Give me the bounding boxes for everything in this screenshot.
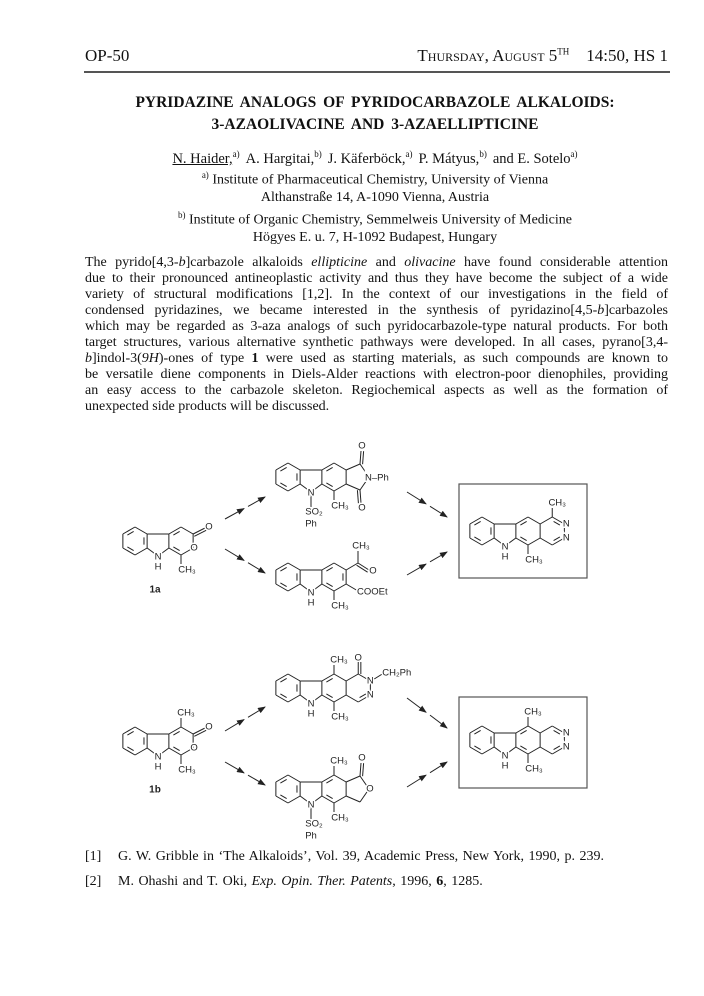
bond: [276, 463, 288, 470]
bond: [334, 484, 346, 491]
bond: [363, 451, 364, 464]
bond: [334, 563, 346, 570]
reaction-arrow: [430, 715, 447, 728]
bond: [482, 538, 494, 545]
session-code: OP-50: [85, 46, 130, 65]
bond: [520, 746, 526, 750]
atom-label: N: [562, 727, 570, 739]
reference-text: [118, 849, 604, 865]
author-name: and E. Sotelo: [492, 150, 571, 167]
text-run: )-ones of type: [158, 351, 252, 366]
bond: [276, 484, 288, 491]
bond: [516, 747, 528, 754]
author-affiliation-mark: a): [570, 149, 578, 159]
bond: [280, 583, 286, 587]
bond: [334, 674, 346, 681]
reference-item: [85, 849, 685, 874]
compound-label: 1b: [149, 784, 161, 796]
atom-label: N: [562, 518, 570, 530]
bond: [346, 674, 358, 681]
bond: [474, 746, 480, 750]
text-run: and: [367, 255, 405, 270]
reaction-arrow: [225, 549, 244, 560]
atom-label: O: [354, 652, 362, 664]
bond: [540, 747, 552, 754]
reaction-arrow: [407, 492, 426, 504]
bond: [322, 775, 334, 782]
bond: [554, 730, 560, 734]
bond: [334, 796, 346, 803]
bond: [334, 463, 346, 470]
bond: [360, 694, 366, 698]
atom-label: N: [366, 675, 374, 687]
reaction-arrow: [430, 762, 447, 773]
atom-label: H: [307, 708, 315, 720]
bond: [135, 727, 147, 734]
atom-label: CH₃: [331, 812, 349, 824]
bond: [516, 517, 528, 524]
bond: [540, 517, 552, 524]
bond: [123, 748, 135, 755]
bond: [363, 763, 364, 776]
bond: [193, 528, 205, 534]
bond: [169, 748, 181, 755]
bond: [322, 584, 334, 591]
atom-label: H: [154, 561, 162, 573]
bond: [326, 779, 332, 783]
bond: [123, 527, 135, 534]
author-name: A. Hargitai,: [245, 150, 315, 167]
bond: [322, 463, 334, 470]
text-run: be versatile diene components in Diels-Alder reactions with electron-poor dienophiles, providing: [85, 367, 668, 382]
atom-label: CH₃: [331, 500, 349, 512]
bond: [470, 747, 482, 754]
atom-label: N: [562, 741, 570, 753]
bond: [322, 695, 334, 702]
reaction-arrow: [225, 762, 244, 773]
bond: [288, 463, 300, 470]
text-run: , 1996,: [392, 874, 437, 889]
bond: [326, 694, 332, 698]
italic-text: 9H: [141, 351, 159, 366]
bond: [554, 746, 560, 750]
bond: [346, 563, 358, 570]
bond: [276, 796, 288, 803]
bond: [554, 521, 560, 525]
bond: [322, 484, 334, 491]
bond: [326, 467, 332, 471]
bond: [482, 726, 494, 733]
reaction-arrow: [225, 720, 244, 731]
reaction-arrow: [430, 506, 447, 517]
atom-label: CH₃: [548, 497, 567, 509]
atom-label: CH₃: [524, 706, 542, 718]
author-name: N. Haider,: [172, 150, 233, 167]
atom-label: CH₃: [177, 707, 195, 719]
atom-label: O: [190, 542, 198, 554]
bond: [280, 483, 286, 487]
bond: [322, 563, 334, 570]
bond: [123, 548, 135, 555]
bond: [326, 567, 332, 571]
author-affiliation-mark: b): [314, 149, 322, 159]
bond: [173, 531, 179, 535]
bond: [346, 484, 360, 490]
atom-label: N: [307, 698, 315, 710]
lactone-intermediate: [276, 753, 374, 842]
text-run: The pyrido[4,3-: [85, 255, 179, 270]
italic-text: ellipticine: [311, 255, 368, 270]
bond: [169, 548, 181, 555]
bond: [360, 490, 361, 503]
bond: [346, 464, 360, 470]
bond: [280, 779, 286, 783]
bond: [474, 521, 480, 525]
bond: [135, 527, 147, 534]
affiliation-address: Althanstraße 14, A-1090 Vienna, Austria: [260, 190, 490, 206]
bond: [357, 565, 368, 572]
bond: [528, 726, 540, 733]
reaction-arrow: [248, 775, 265, 785]
atom-label: CH₃: [178, 764, 196, 776]
atom-label: N: [501, 750, 509, 762]
atom-label: CH₃: [331, 600, 349, 612]
bond: [288, 674, 300, 681]
bond: [276, 695, 288, 702]
compound-label: 1a: [149, 584, 161, 596]
atom-label: Ph: [305, 518, 317, 530]
atom-label: O: [190, 742, 198, 754]
text-run: unexpected side products will be discussed.: [85, 399, 330, 414]
reference-text: [118, 874, 483, 890]
atom-label: SO₂: [305, 818, 323, 830]
bond: [357, 490, 358, 503]
bond: [516, 726, 528, 733]
bond: [135, 548, 147, 555]
text-run: G. W. Gribble in ‘The Alkaloids’, Vol. 39, Academic Press, New York, 1990, p. 239.: [118, 849, 604, 864]
atom-label: Ph: [305, 830, 317, 842]
bond: [346, 796, 360, 802]
reaction-arrow: [407, 698, 426, 712]
bond: [123, 727, 135, 734]
atom-label: O: [369, 565, 377, 577]
atom-label: O: [205, 521, 213, 533]
bond: [276, 563, 288, 570]
atom-label: H: [501, 760, 509, 772]
affiliation-institute: Institute of Organic Chemistry, Semmelweis University of Medicine: [189, 212, 572, 228]
bond: [169, 527, 181, 534]
atom-label: O: [358, 752, 366, 764]
bond: [280, 694, 286, 698]
bond: [470, 726, 482, 733]
bond: [374, 674, 382, 679]
bond: [181, 527, 193, 534]
bond: [528, 747, 540, 754]
day-suffix: TH: [557, 46, 570, 57]
text-run: an easy access to the carbazole skeleton. Regiochemical aspects as well as the formation of: [85, 383, 668, 398]
bond: [528, 517, 540, 524]
reaction-arrow: [430, 552, 447, 562]
affiliation-mark: b): [178, 209, 186, 220]
bond: [276, 674, 288, 681]
session-day: Thursday, August 5: [417, 46, 558, 65]
italic-text: olivacine: [404, 255, 456, 270]
reaction-arrow: [248, 707, 265, 717]
atom-label: N: [307, 587, 315, 599]
atom-label: H: [307, 597, 315, 609]
bond: [360, 451, 361, 464]
atom-label: O: [358, 440, 366, 452]
bond: [288, 775, 300, 782]
reaction-arrow: [248, 563, 265, 573]
bold-text: 6: [436, 874, 444, 889]
atom-label: O: [205, 721, 213, 733]
author-name: P. Mátyus,: [418, 150, 480, 167]
atom-label: COOEt: [357, 586, 388, 598]
reaction-arrow: [225, 509, 244, 519]
bond: [326, 483, 332, 487]
bond: [470, 538, 482, 545]
bond: [528, 538, 540, 545]
text-run: ]indol-3(: [92, 351, 142, 366]
bond: [540, 726, 552, 733]
bond: [127, 547, 133, 551]
imide-intermediate: [276, 441, 389, 530]
text-run: have found considerable attention: [455, 255, 669, 270]
bond: [322, 674, 334, 681]
atom-label: O: [358, 502, 366, 514]
reference-item: [85, 874, 685, 899]
atom-label: H: [154, 761, 162, 773]
bond: [474, 730, 480, 734]
bond: [520, 521, 526, 525]
bond: [520, 537, 526, 541]
text-run: M. Ohashi and T. Oki,: [118, 874, 252, 889]
reaction-arrow: [248, 497, 265, 506]
product-3-azaellipticine: [470, 707, 570, 775]
reaction-arrow: [407, 775, 426, 787]
italic-text: Exp. Opin. Ther. Patents: [251, 874, 393, 889]
bond: [127, 731, 133, 735]
text-run: which may be regarded as 3-aza analogs of such pyridocarbazole-type natural products. For both: [85, 319, 668, 334]
atom-label: CH₃: [525, 554, 543, 566]
title-line-2: 3-AZAOLIVACINE AND 3-AZAELLIPTICINE: [211, 116, 539, 133]
bond: [276, 775, 288, 782]
bond: [334, 584, 346, 591]
bond: [346, 695, 358, 702]
bond: [470, 517, 482, 524]
atom-label: N: [154, 751, 162, 763]
italic-text: b: [85, 351, 92, 366]
bond: [173, 547, 179, 551]
bond: [288, 563, 300, 570]
pyridazinone-intermediate: [276, 653, 411, 723]
bond: [135, 748, 147, 755]
atom-label: O: [366, 783, 374, 795]
atom-label: N: [501, 541, 509, 553]
atom-label: CH₂Ph: [382, 667, 412, 679]
author-affiliation-mark: a): [405, 149, 413, 159]
reference-number: [2]: [85, 874, 102, 889]
bond: [482, 517, 494, 524]
bond: [193, 728, 205, 734]
references: [85, 849, 685, 899]
bond: [326, 795, 332, 799]
bond: [334, 695, 346, 702]
title-line-1: PYRIDAZINE ANALOGS OF PYRIDOCARBAZOLE ALKALOIDS:: [135, 94, 615, 111]
bond: [474, 537, 480, 541]
author-name: J. Käferböck,: [327, 150, 406, 167]
text-run: due to their pronounced antineoplastic activity and thus they have become the subject of a wide: [85, 271, 668, 286]
bond: [280, 678, 286, 682]
compound-1a: [123, 522, 213, 596]
atom-label: CH₃: [178, 564, 196, 576]
atom-label: CH₃: [330, 654, 348, 666]
affiliation-institute: Institute of Pharmaceutical Chemistry, University of Vienna: [212, 172, 549, 188]
bond: [127, 747, 133, 751]
atom-label: N–Ph: [365, 472, 389, 484]
atom-label: N: [562, 532, 570, 544]
atom-label: H: [501, 551, 509, 563]
bond: [173, 747, 179, 751]
atom-label: SO₂: [305, 506, 323, 518]
atom-label: CH₃: [525, 763, 543, 775]
bond: [322, 796, 334, 803]
bond: [280, 567, 286, 571]
bond: [288, 484, 300, 491]
bond: [173, 731, 179, 735]
atom-label: N: [154, 551, 162, 563]
affiliation-mark: a): [201, 170, 209, 180]
text-run: variety of structural modifications [1,2]. In the context of our investigations in the field of: [85, 287, 668, 302]
bond: [127, 531, 133, 535]
text-run: , 1285.: [443, 874, 483, 889]
text-run: were used as starting materials, as such compounds are known to: [258, 351, 668, 366]
text-run: ]carbazoles: [604, 303, 668, 318]
text-run: ]carbazole alkaloids: [185, 255, 312, 270]
bond: [288, 796, 300, 803]
bond: [360, 763, 361, 776]
bond: [169, 727, 181, 734]
bond: [482, 747, 494, 754]
italic-text: b: [178, 255, 186, 270]
bond: [288, 584, 300, 591]
bond: [181, 727, 193, 734]
bond: [516, 538, 528, 545]
author-affiliation-mark: a): [232, 149, 240, 159]
bond: [540, 538, 552, 545]
bond: [334, 775, 346, 782]
bond: [358, 563, 369, 570]
product-box: [459, 484, 587, 578]
atom-label: N: [366, 689, 374, 701]
bond: [276, 584, 288, 591]
bond: [288, 695, 300, 702]
session-time-room: 14:50, HS 1: [586, 46, 668, 65]
bond: [554, 537, 560, 541]
atom-label: CH₃: [330, 755, 348, 767]
atom-label: N: [307, 799, 315, 811]
bond: [326, 678, 332, 682]
bond: [280, 467, 286, 471]
reference-number: [1]: [85, 849, 102, 864]
bond: [520, 730, 526, 734]
acetyl-ester-intermediate: [276, 541, 388, 612]
text-run: condensed pyridazines, we became interested in the synthesis of pyridazino[4,5-: [85, 303, 598, 318]
atom-label: CH₃: [331, 711, 349, 723]
bond: [280, 795, 286, 799]
product-3-azaolivacine: [470, 498, 570, 566]
bond: [326, 583, 332, 587]
bold-text: 1: [251, 351, 259, 366]
author-affiliation-mark: b): [479, 149, 487, 159]
italic-text: b: [597, 303, 605, 318]
atom-label: CH₃: [352, 540, 370, 552]
text-run: target structures, various alternative synthetic pathways were developed. In all cases, pyrano[3,4-: [85, 335, 668, 350]
affiliation-address: Högyes E. u. 7, H-1092 Budapest, Hungary: [252, 229, 498, 245]
reaction-arrow: [407, 564, 426, 575]
atom-label: N: [307, 487, 315, 499]
compound-1b: [123, 708, 213, 796]
bond: [346, 776, 360, 782]
